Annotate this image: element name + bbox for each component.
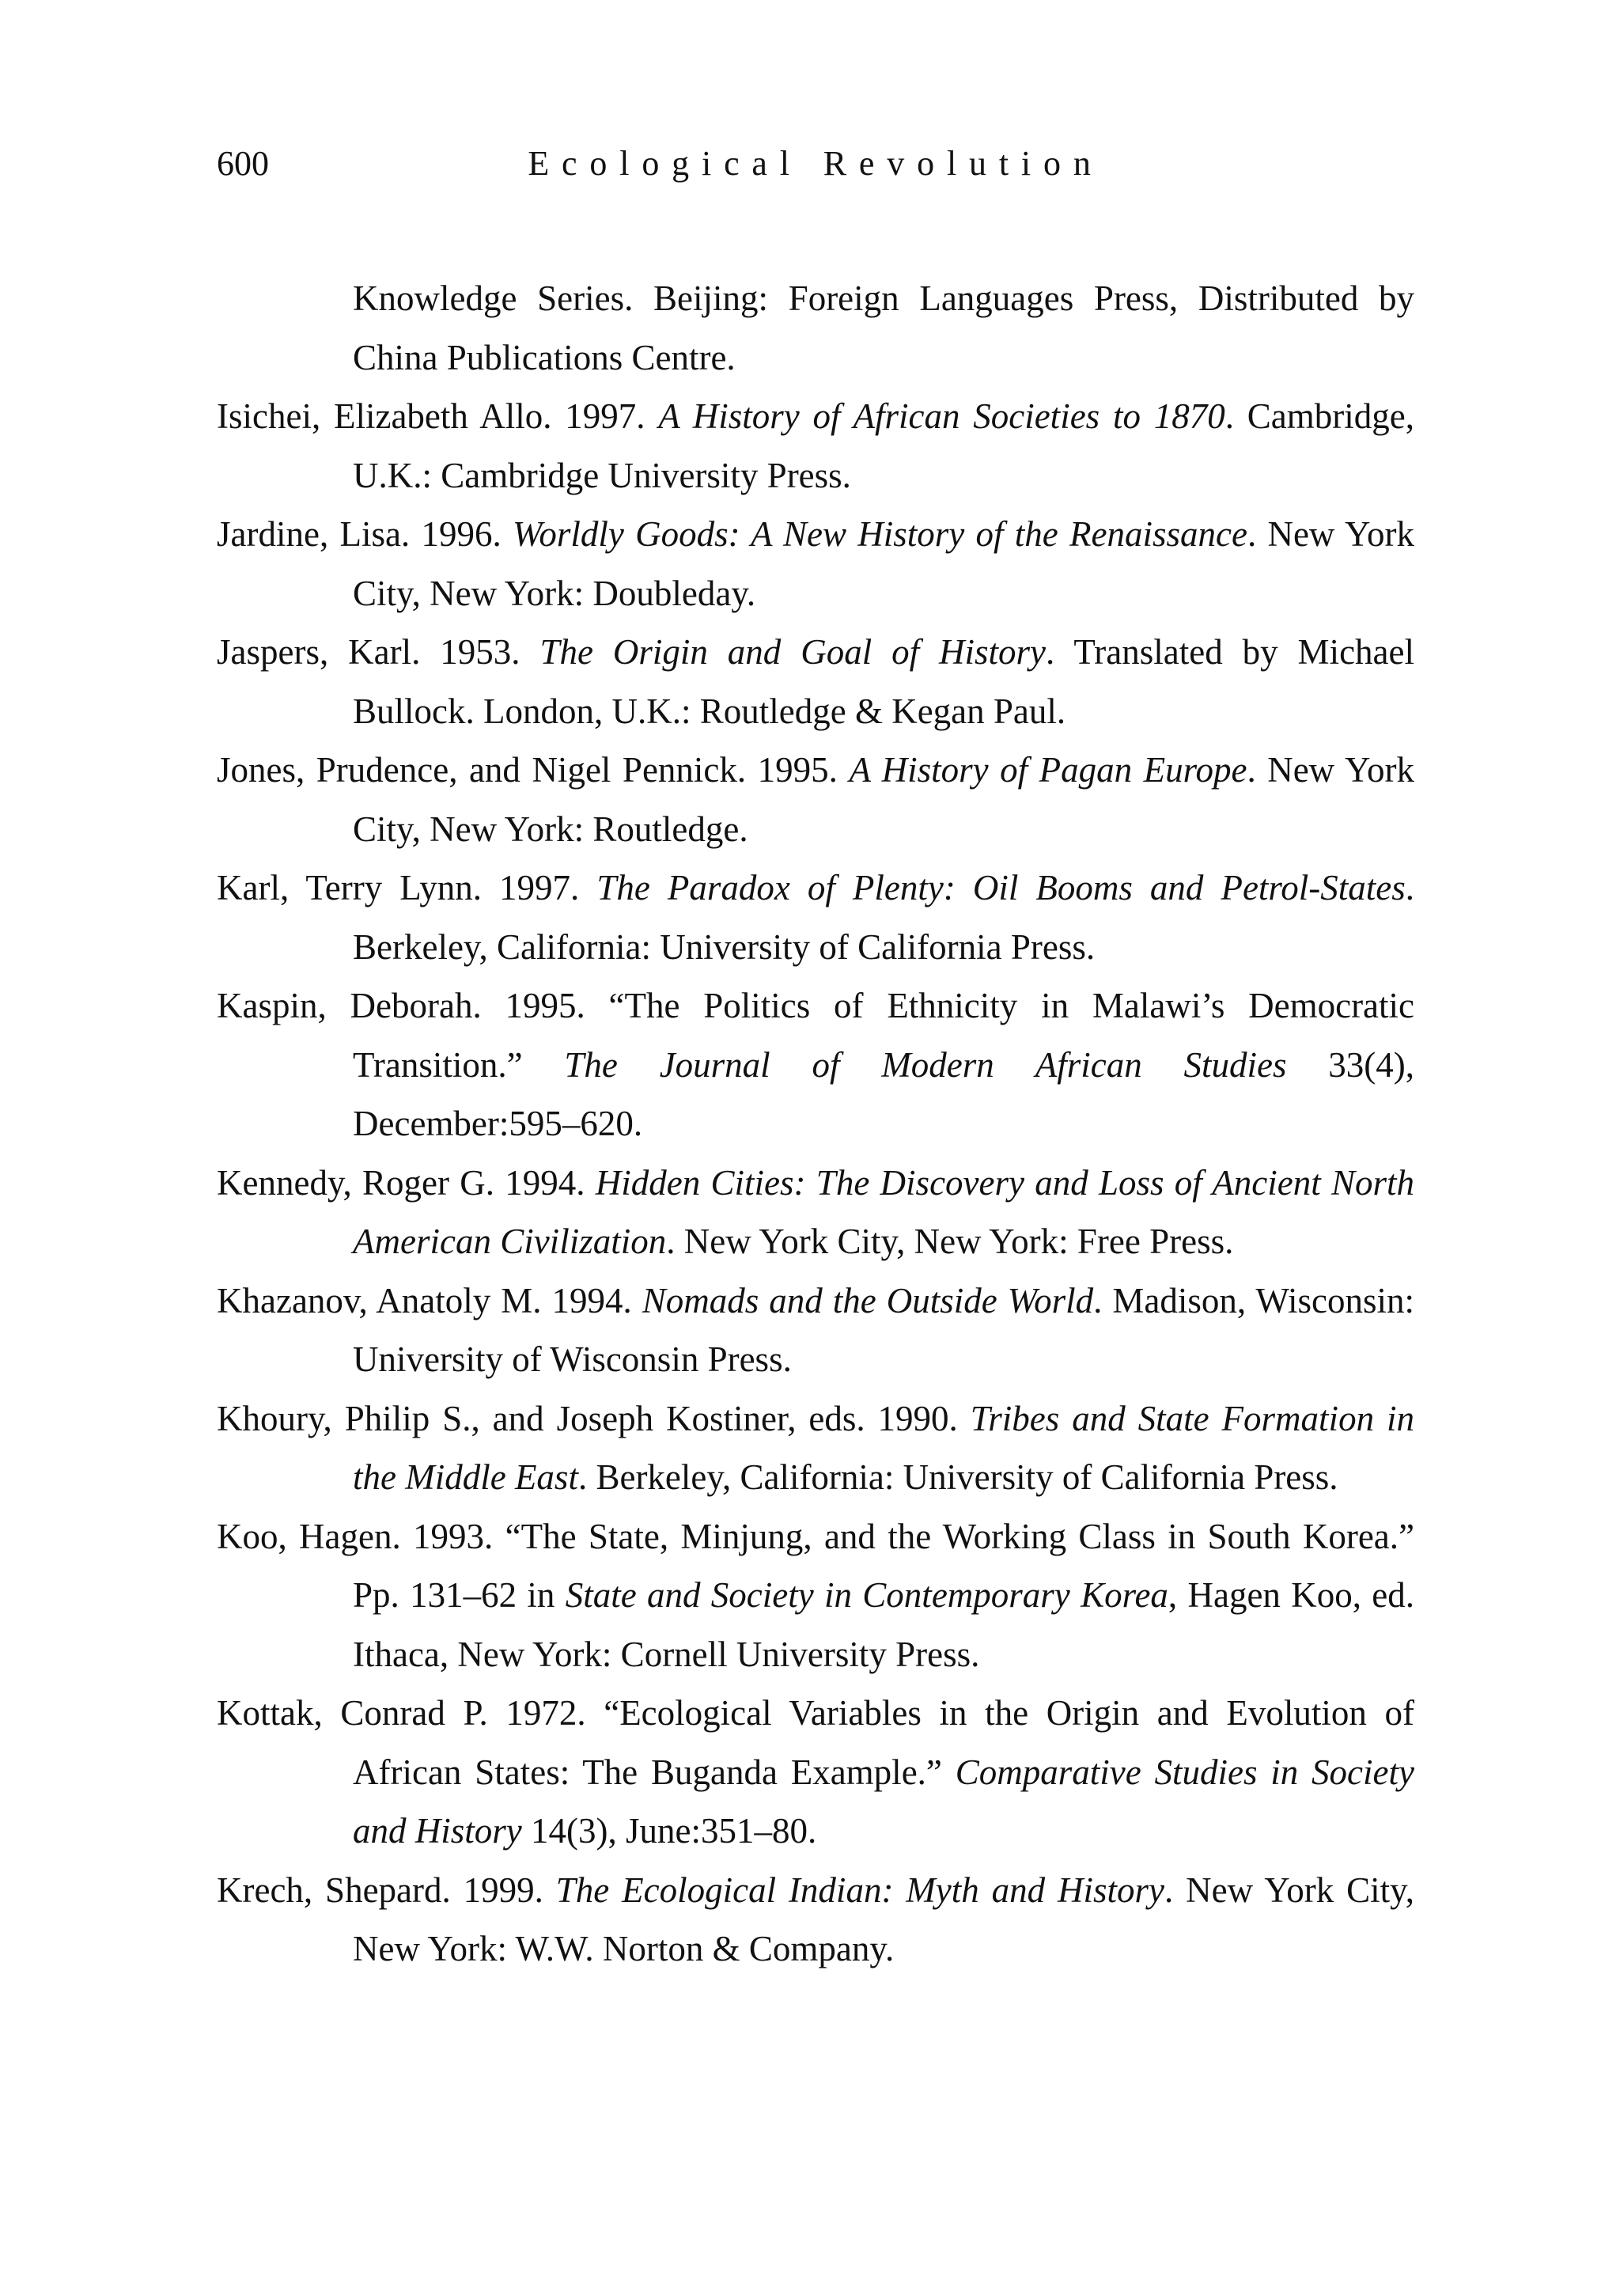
- entry-title: Nomads and the Outside World: [642, 1280, 1094, 1320]
- entry-details: . Berkeley, California: University of California Press.: [353, 868, 1414, 967]
- bibliography-entry: [217, 269, 1414, 387]
- entry-title: A History of African Societies to 1870: [658, 396, 1225, 436]
- entry-author-year: Kennedy, Roger G. 1994.: [217, 1162, 596, 1203]
- entry-author-year: Isichei, Elizabeth Allo. 1997.: [217, 396, 659, 436]
- entry-author-year: Krech, Shepard. 1999.: [217, 1870, 556, 1910]
- entry-details: . Cambridge, U.K.: Cambridge University Press.: [353, 396, 1414, 495]
- entry-author-year: Koo, Hagen. 1993. “The State, Minjung, and the Working Class in South Korea.” Pp. 131–62 in: [217, 1516, 1414, 1615]
- entry-title: Tribes and State Formation in the Middle East: [353, 1398, 1415, 1497]
- entry-details: . Translated by Michael Bullock. London, U.K.: Routledge & Kegan Paul.: [353, 632, 1414, 731]
- running-header: [217, 136, 1414, 191]
- bibliography-entry: [217, 976, 1414, 1154]
- bibliography-entry: [217, 1271, 1414, 1389]
- entry-author-year: Khoury, Philip S., and Joseph Kostiner, eds. 1990.: [217, 1398, 971, 1438]
- entry-title: Worldly Goods: A New History of the Renaissance: [512, 514, 1247, 554]
- bibliography-entry: [217, 1684, 1414, 1861]
- bibliography-entry: [217, 1389, 1414, 1507]
- entry-title: A History of Pagan Europe: [849, 750, 1247, 790]
- bibliography-entry: [217, 858, 1414, 976]
- bibliography-entry: [217, 1861, 1414, 1979]
- entry-author-year: Khazanov, Anatoly M. 1994.: [217, 1280, 642, 1320]
- entry-details: . Madison, Wisconsin: University of Wisconsin Press.: [353, 1280, 1415, 1379]
- entry-author-year: Jones, Prudence, and Nigel Pennick. 1995.: [217, 750, 850, 790]
- entry-author-year: Karl, Terry Lynn. 1997.: [217, 868, 597, 907]
- entry-details: . New York City, New York: Free Press.: [666, 1222, 1234, 1261]
- entry-author-year: Kaspin, Deborah. 1995. “The Politics of Ethnicity in Malawi’s Democratic Transition.”: [217, 986, 1414, 1085]
- bibliography-entry: [217, 1154, 1414, 1271]
- entry-author-year: Kottak, Conrad P. 1972. “Ecological Variables in the Origin and Evolution of African States: The Buganda Example.”: [217, 1693, 1414, 1792]
- bibliography-list: [217, 269, 1414, 1979]
- entry-title: The Paradox of Plenty: Oil Booms and Petrol-States: [596, 868, 1406, 907]
- bibliography-entry: [217, 623, 1414, 741]
- entry-details: 33(4), December:595–620.: [353, 1044, 1414, 1143]
- entry-details: . Berkeley, California: University of California Press.: [577, 1457, 1338, 1497]
- entry-details: . New York City, New York: Routledge.: [353, 750, 1415, 849]
- entry-title: The Ecological Indian: Myth and History: [555, 1870, 1165, 1910]
- bibliography-entry: [217, 505, 1414, 623]
- entry-details: . New York City, New York: W.W. Norton & Company.: [353, 1870, 1415, 1968]
- entry-title: The Origin and Goal of History: [539, 632, 1047, 672]
- entry-details: 14(3), June:351–80.: [521, 1811, 817, 1851]
- entry-text: Knowledge Series. Beijing: Foreign Languages Press, Distributed by China Publications Centre.: [353, 278, 1414, 377]
- entry-title: State and Society in Contemporary Korea: [565, 1575, 1168, 1615]
- entry-details: , Hagen Koo, ed. Ithaca, New York: Cornell University Press.: [353, 1575, 1414, 1674]
- running-title: Ecological Revolution: [528, 144, 1103, 183]
- entry-author-year: Jaspers, Karl. 1953.: [217, 632, 540, 672]
- entry-title: Comparative Studies in Society and History: [353, 1752, 1414, 1851]
- bibliography-entry: [217, 741, 1414, 858]
- entry-author-year: Jardine, Lisa. 1996.: [217, 514, 513, 554]
- bibliography-entry: [217, 1507, 1414, 1684]
- bibliography-entry: [217, 387, 1414, 505]
- page-number: 600: [217, 144, 269, 183]
- entry-title: The Journal of Modern African Studies: [564, 1044, 1287, 1085]
- entry-details: . New York City, New York: Doubleday.: [353, 514, 1414, 613]
- entry-title: Hidden Cities: The Discovery and Loss of Ancient North American Civilization: [353, 1162, 1414, 1261]
